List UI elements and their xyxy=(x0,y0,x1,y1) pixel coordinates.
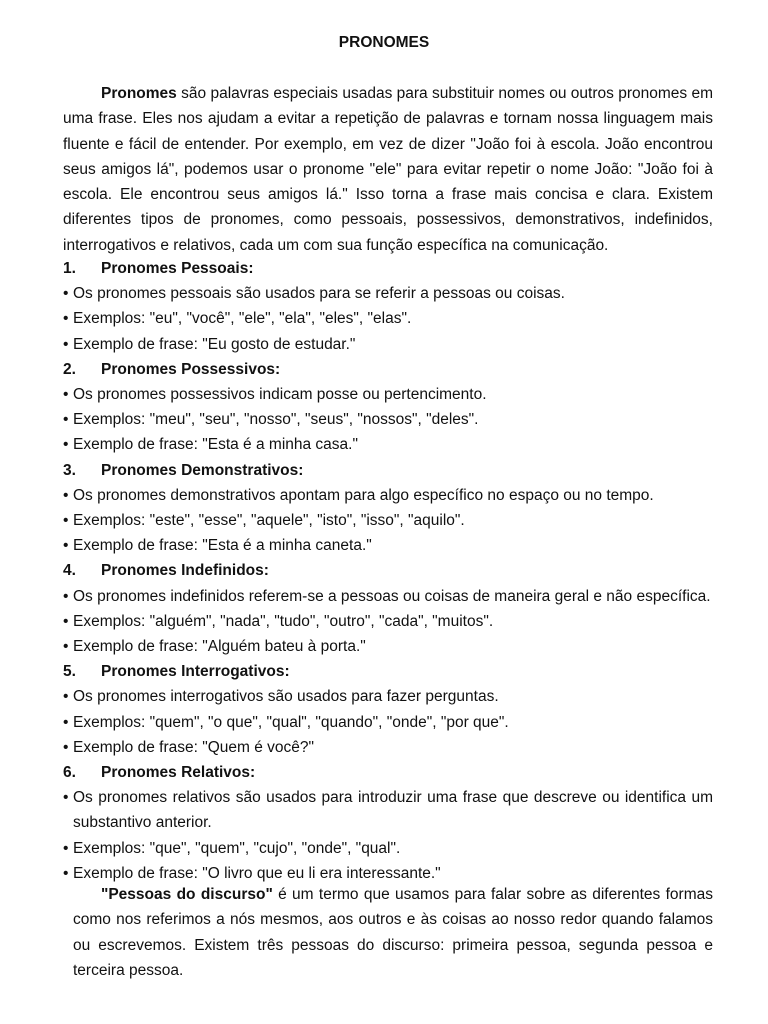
section-heading xyxy=(63,760,713,785)
bullet-icon: • xyxy=(63,688,69,706)
bullet-item xyxy=(63,483,713,508)
section-heading xyxy=(63,458,713,483)
bullet-icon: • xyxy=(63,738,69,756)
bullet-icon: • xyxy=(63,411,69,429)
bullet-item xyxy=(63,785,713,835)
bullet-text: Exemplos: "que", "quem", "cujo", "onde", "qual". xyxy=(73,839,401,857)
outro-paragraph xyxy=(73,882,713,983)
bullet-icon: • xyxy=(63,864,69,882)
outro-text: é um termo que usamos para falar sobre as diferentes formas como nos referimos a nós mesmos, aos outros e às coisas ao nosso redor quando falamos ou escrevemos. Existem três pessoas do discurso: primeira pessoa, segunda pessoa e terceira pessoa. xyxy=(73,886,713,979)
outro-lead: "Pessoas do discurso" xyxy=(101,886,273,903)
bullet-icon: • xyxy=(63,713,69,731)
bullet-item xyxy=(63,634,713,659)
bullet-item xyxy=(63,306,713,331)
bullet-text: Os pronomes relativos são usados para introduzir uma frase que descreve ou identifica um substantivo anterior. xyxy=(73,789,713,832)
bullet-text: Os pronomes pessoais são usados para se referir a pessoas ou coisas. xyxy=(73,285,565,303)
section-number: 2. xyxy=(63,360,76,378)
bullet-icon: • xyxy=(63,436,69,454)
bullet-item xyxy=(63,432,713,457)
bullet-text: Os pronomes demonstrativos apontam para algo específico no espaço ou no tempo. xyxy=(73,486,654,504)
section-number: 4. xyxy=(63,562,76,580)
bullet-icon: • xyxy=(63,335,69,353)
bullet-item xyxy=(63,382,713,407)
bullet-item xyxy=(63,407,713,432)
bullet-text: Exemplo de frase: "O livro que eu li era interessante." xyxy=(73,864,441,882)
page-title: PRONOMES xyxy=(338,34,430,51)
bullet-icon: • xyxy=(63,537,69,555)
section-title: Pronomes Pessoais: xyxy=(101,260,254,277)
section-title: Pronomes Possessivos: xyxy=(101,360,281,378)
bullet-item xyxy=(63,533,713,558)
section-number: 5. xyxy=(63,663,76,681)
bullet-item xyxy=(63,332,713,357)
bullet-text: Exemplos: "eu", "você", "ele", "ela", "eles", "elas". xyxy=(73,310,412,328)
bullet-item xyxy=(63,609,713,634)
bullet-text: Exemplo de frase: "Alguém bateu à porta." xyxy=(73,637,366,655)
section-title: Pronomes Relativos: xyxy=(101,763,256,781)
intro-paragraph xyxy=(63,81,713,258)
bullet-icon: • xyxy=(63,385,69,403)
bullet-text: Exemplo de frase: "Esta é a minha caneta." xyxy=(73,537,372,555)
bullet-text: Exemplo de frase: "Eu gosto de estudar." xyxy=(73,335,356,353)
bullet-item xyxy=(63,710,713,735)
bullet-icon: • xyxy=(63,587,69,605)
bullet-icon: • xyxy=(63,511,69,529)
bullet-text: Exemplos: "alguém", "nada", "tudo", "outro", "cada", "muitos". xyxy=(73,612,494,630)
bullet-icon: • xyxy=(63,789,69,807)
bullet-item xyxy=(63,735,713,760)
bullet-icon: • xyxy=(63,285,69,303)
section-title: Pronomes Interrogativos: xyxy=(101,663,290,681)
bullet-text: Os pronomes indefinidos referem-se a pessoas ou coisas de maneira geral e não específica. xyxy=(73,587,711,605)
bullet-item xyxy=(63,281,713,306)
section-number: 1. xyxy=(63,260,76,277)
bullet-icon: • xyxy=(63,612,69,630)
section-heading xyxy=(63,357,713,382)
bullet-text: Exemplo de frase: "Quem é você?" xyxy=(73,738,315,756)
bullet-icon: • xyxy=(63,637,69,655)
section-title: Pronomes Demonstrativos: xyxy=(101,461,304,479)
section-number: 6. xyxy=(63,763,76,781)
bullet-icon: • xyxy=(63,839,69,857)
section-number: 3. xyxy=(63,461,76,479)
bullet-item xyxy=(63,508,713,533)
bullet-icon: • xyxy=(63,310,69,328)
section-title: Pronomes Indefinidos: xyxy=(101,562,269,580)
bullet-item xyxy=(63,836,713,861)
bullet-icon: • xyxy=(63,486,69,504)
bullet-text: Exemplos: "quem", "o que", "qual", "quando", "onde", "por que". xyxy=(73,713,509,731)
bullet-text: Exemplos: "meu", "seu", "nosso", "seus", "nossos", "deles". xyxy=(73,411,479,429)
intro-lead: Pronomes xyxy=(101,85,177,102)
pronoun-sections xyxy=(63,256,713,886)
bullet-item xyxy=(63,584,713,609)
intro-text: são palavras especiais usadas para substituir nomes ou outros pronomes em uma frase. Eles nos ajudam a evitar a repetição de palavras e tornam nossa linguagem mais fluente e fácil de entender. Por exemplo, em vez de dizer "João foi à escola. João encontrou seus amigos lá", podemos usar o pronome "ele" para evitar repetir o nome João: "João foi à escola. Ele encontrou seus amigos lá." Isso torna a frase mais concisa e clara. Existem diferentes tipos de pronomes, como pessoais, possessivos, demonstrativos, indefinidos, interrogativos e relativos, cada um com sua função específica na comunicação. xyxy=(63,85,713,254)
section-heading xyxy=(63,558,713,583)
bullet-text: Exemplo de frase: "Esta é a minha casa." xyxy=(73,436,358,454)
section-heading xyxy=(63,256,713,281)
section-heading xyxy=(63,659,713,684)
bullet-text: Os pronomes interrogativos são usados para fazer perguntas. xyxy=(73,688,499,706)
bullet-text: Exemplos: "este", "esse", "aquele", "isto", "isso", "aquilo". xyxy=(73,511,465,529)
bullet-item xyxy=(63,684,713,709)
bullet-text: Os pronomes possessivos indicam posse ou pertencimento. xyxy=(73,385,487,403)
